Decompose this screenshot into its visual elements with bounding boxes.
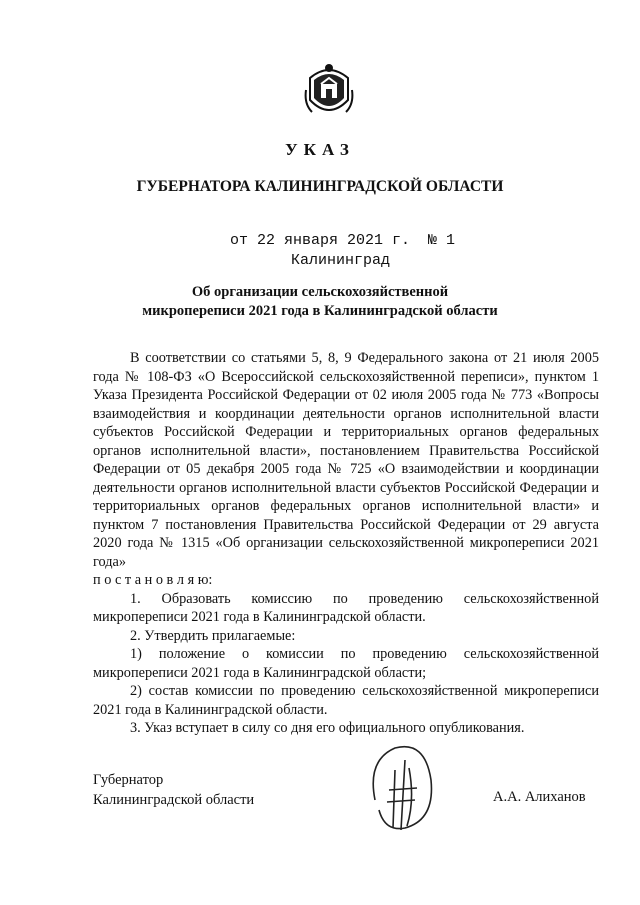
position-line-1: Губернатор [93,772,164,788]
item-2: 2. Утвердить прилагаемые: [130,627,296,644]
position-line-2: Калининградской области [93,792,255,808]
subject-line-1: Об организации сельскохозяйственной [191,284,449,300]
item-2-1: 1) положение о комиссии по проведению сельскохозяйственной микропереписи 2021 года в Калининградской области; [93,646,599,681]
item-2-2: 2) состав комиссии по проведению сельскохозяйственной микропереписи 2021 года в Калининградской области. [93,683,599,718]
signatory-position [93,770,254,810]
subject-line-2: микропереписи 2021 года в Калининградской области [142,303,498,319]
decree-body [93,349,599,738]
item-3: 3. Указ вступает в силу со дня его официального опубликования. [130,720,525,736]
issuer-title: ГУБЕРНАТОРА КАЛИНИНГРАДСКОЙ ОБЛАСТИ [136,178,504,195]
handwritten-signature [365,740,445,835]
signatory-name: А.А. Алиханов [493,789,586,805]
coat-of-arms-icon [304,60,354,122]
resolve-word: п о с т а н о в л я ю: [93,572,213,588]
date-number-line: от 22 января 2021 г. № 1 [230,232,456,249]
item-1: 1. Образовать комиссию по проведению сельскохозяйственной микропереписи 2021 года в Калининградской области. [93,590,599,625]
decree-subject [0,283,640,321]
document-type: УКАЗ [285,140,355,159]
preamble: В соответствии со статьями 5, 8, 9 Федерального закона от 21 июля 2005 года № 108-ФЗ «О Всероссийской сельскохозяйственной переписи», пунктом 1 Указа Президента Российской Федерации от 02 июля 2005 года № 773 «Вопросы взаимодействия и координации деятельности органов исполнительной власти субъектов Российской Федерации и территориальных органов федеральных органов исполнительной власти», постановлением Правительства Российской Федерации от 05 декабря 2005 года № 725 «О взаимодействии и координации деятельности органов исполнительной власти субъектов Российской Федерации и территориальных органов федеральных органов исполнительной власти» и пунктом 7 постановления Правительства Российской Федерации от 29 августа 2020 года № 1315 «Об организации сельскохозяйственной микропереписи 2021 года» [93,350,599,570]
city: Калининград [291,252,391,269]
